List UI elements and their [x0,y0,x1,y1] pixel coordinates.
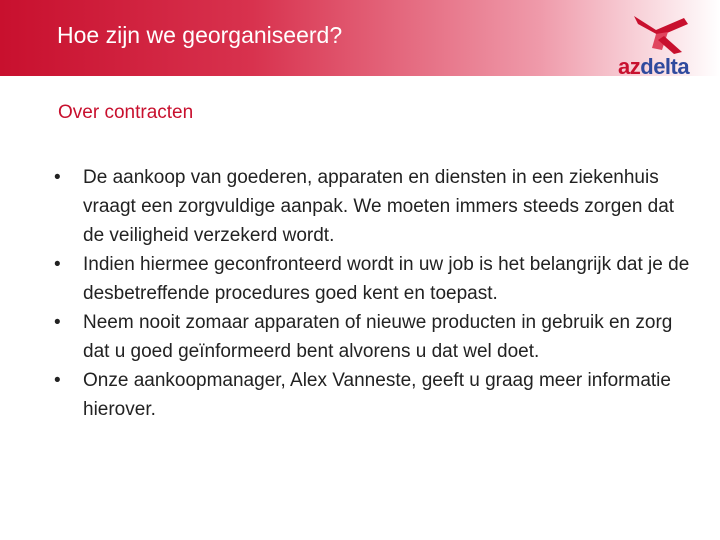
az-delta-logo [612,12,712,78]
bullet-text: De aankoop van goederen, apparaten en diensten in een ziekenhuis vraagt een zorgvuldige aanpak. We moeten immers steeds zorgen dat de veiligheid verzekerd wordt. [83,167,675,246]
logo-wordmark-az: az [618,54,641,79]
bullet-item [52,366,692,424]
bullet-icon: • [54,312,61,333]
logo-wordmark-delta: delta [640,54,690,79]
bullet-item [52,250,692,308]
bullet-icon: • [54,370,61,391]
bullet-text: Indien hiermee geconfronteerd wordt in uw job is het belangrijk dat je de desbetreffende procedures goed kent en toepast. [83,254,690,304]
bullet-text: Onze aankoopmanager, Alex Vanneste, geeft u graag meer informatie hierover. [83,370,671,420]
bullet-text: Neem nooit zomaar apparaten of nieuwe producten in gebruik en zorg dat u goed geïnformeerd bent alvorens u dat wel doet. [83,312,673,362]
section-subtitle: Over contracten [58,102,194,123]
az-delta-logo-icon [612,12,712,56]
bullet-item [52,308,692,366]
slide-title: Hoe zijn we georganiseerd? [57,22,343,48]
logo-wordmark [618,56,689,78]
bullet-icon: • [54,254,61,275]
bullet-icon: • [54,167,61,188]
bullet-item [52,163,692,250]
bullet-list [52,163,692,424]
